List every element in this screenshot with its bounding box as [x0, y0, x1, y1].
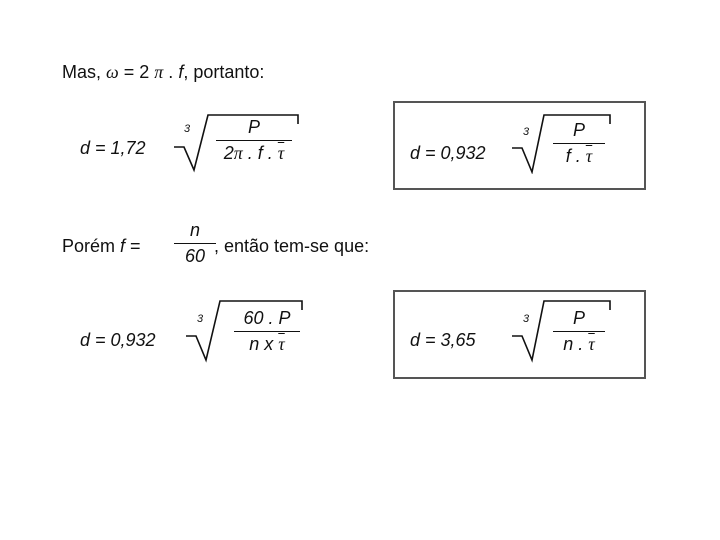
n-numerator: n — [189, 220, 200, 240]
intro-suffix: , portanto: — [183, 62, 265, 82]
f-symbol: f — [178, 62, 184, 82]
eq1-fraction-bar — [216, 140, 292, 141]
eq2-den-tau: $\overline{\tau}$ — [585, 146, 593, 166]
eq1-denominator — [216, 143, 292, 164]
eq3-fraction — [234, 308, 300, 355]
eq1-root-index: 3 — [184, 123, 191, 135]
eq1-lhs: d = 1,72 — [80, 138, 146, 158]
intro-prefix: Mas, — [62, 62, 107, 82]
eq2-den-part: f . — [565, 146, 586, 166]
eq1-den-part: 2 — [223, 143, 234, 163]
sixty-denominator: 60 — [184, 246, 206, 266]
f-symbol-2: f — [120, 236, 126, 256]
equals-sign: = — [125, 236, 141, 256]
eq3-denominator — [234, 334, 300, 355]
eq2-denominator — [553, 146, 605, 167]
eq4-fraction — [553, 308, 605, 355]
eq3-root-index: 3 — [197, 313, 204, 325]
porem-prefix: Porém — [62, 236, 121, 256]
intro-mid: = 2 — [118, 62, 155, 82]
eq2-numerator: P — [572, 120, 585, 140]
eq3-lhs: d = 0,932 — [80, 330, 156, 350]
eq4-den-part: n . — [563, 334, 589, 354]
eq3-numerator: 60 . P — [243, 308, 291, 328]
eq2-root-index: 3 — [523, 126, 530, 138]
omega-symbol: ω — [106, 62, 119, 82]
eq2-fraction — [553, 120, 605, 167]
eq3-fraction-bar — [234, 331, 300, 332]
eq2-lhs: d = 0,932 — [410, 143, 486, 163]
pi-symbol: π — [154, 62, 164, 82]
eq1-den-part2: . f . — [242, 143, 278, 163]
eq4-numerator: P — [572, 308, 585, 328]
eq4-fraction-bar — [553, 331, 605, 332]
n-over-60-fraction — [174, 220, 216, 267]
n-fraction-bar — [174, 243, 216, 244]
eq3-den-tau: $\overline{\tau}$ — [278, 334, 285, 354]
intro-dot: . — [163, 62, 179, 82]
eq1-fraction — [216, 117, 292, 164]
eq2-fraction-bar — [553, 143, 605, 144]
intro-line — [62, 62, 264, 83]
eq4-den-tau: $\overline{\tau}$ — [588, 334, 595, 354]
substitution-suffix: , então tem-se que: — [214, 236, 370, 256]
eq4-lhs: d = 3,65 — [410, 330, 476, 350]
substitution-line — [62, 236, 141, 257]
eq1-den-tau: $\overline{\tau}$ — [277, 143, 285, 163]
eq3-den-part: n x — [249, 334, 279, 354]
eq1-den-pi: π — [233, 143, 243, 163]
eq4-denominator — [553, 334, 605, 355]
eq4-root-index: 3 — [523, 313, 530, 325]
eq1-numerator: P — [247, 117, 260, 137]
